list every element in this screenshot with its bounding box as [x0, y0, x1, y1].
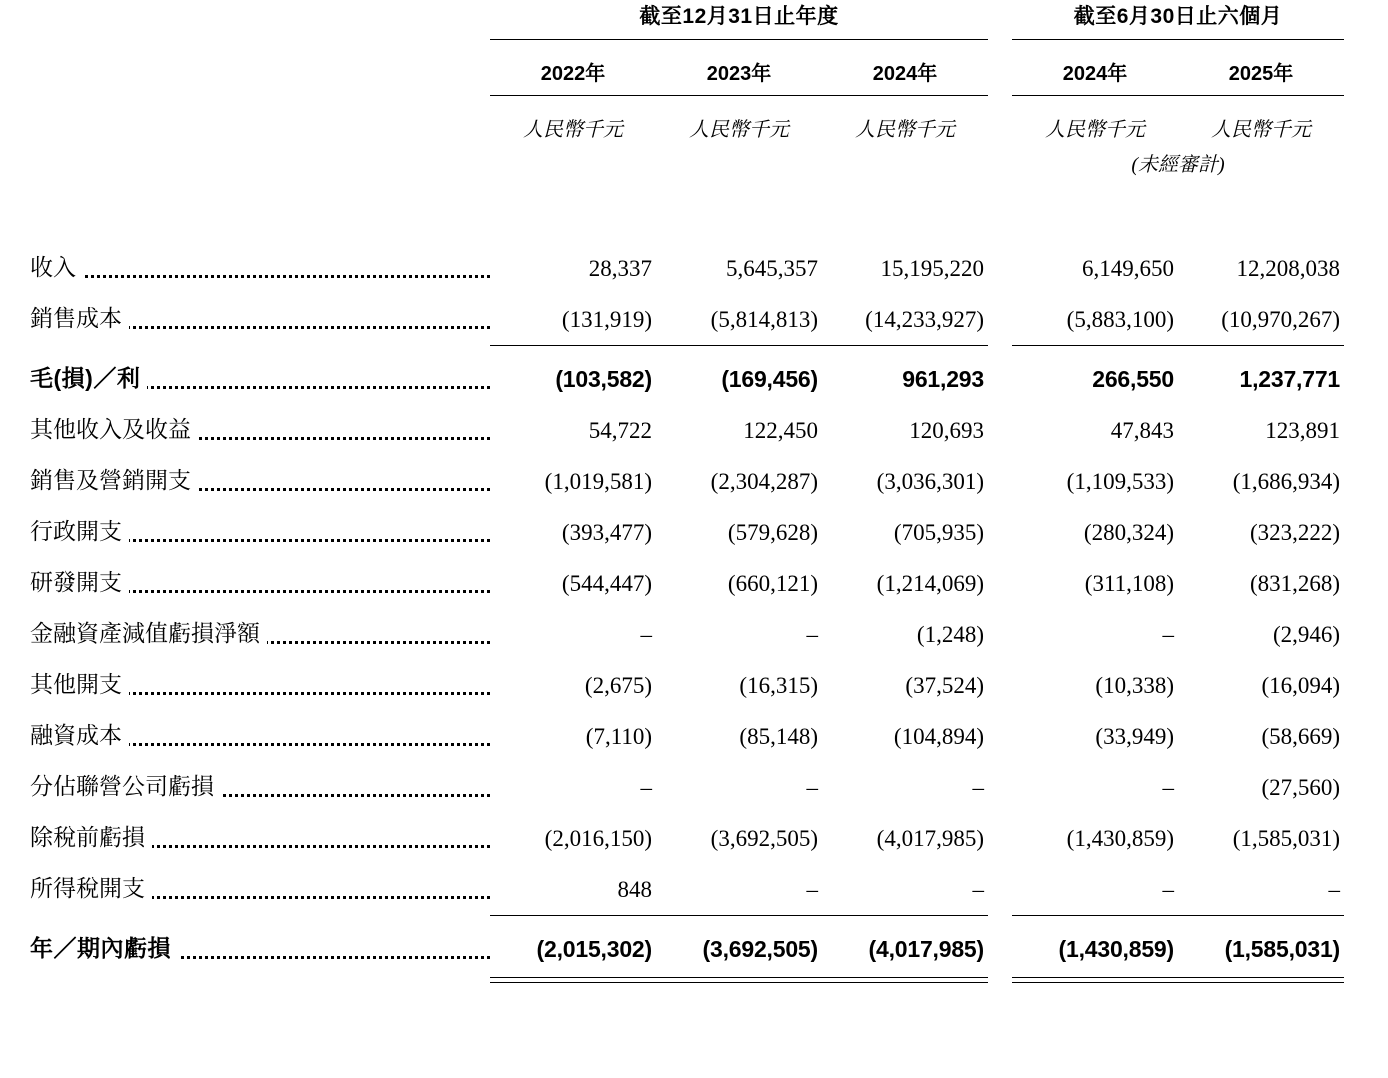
cell-rnd-1h2024: (311,108)	[1084, 571, 1174, 596]
dblrule-cell-3	[1012, 965, 1178, 983]
subrule-pad-spacer	[1344, 335, 1388, 346]
totalrule-cell-1	[656, 905, 822, 916]
cell-revenue-2024: 15,195,220	[880, 256, 984, 281]
cell-cost-of-sales-2022: (131,919)	[561, 307, 652, 332]
cell-impairment-2023: –	[806, 622, 818, 647]
unit-gap-spacer	[988, 96, 1012, 142]
dblrule-cell-1	[656, 965, 822, 983]
unit-label-spacer	[0, 96, 490, 142]
row-label-other-expenses: 其他開支	[0, 650, 490, 701]
row-label-administrative-expenses: 行政開支	[0, 497, 490, 548]
cell-other-expenses-1h2025: (16,094)	[1261, 673, 1341, 698]
row-gap-cell	[988, 650, 1012, 701]
year-label-spacer	[0, 40, 490, 95]
row-label-selling-marketing-expenses: 銷售及營銷開支	[0, 446, 490, 497]
cell-cost-of-sales-1h2025: (10,970,267)	[1221, 307, 1341, 332]
row-pad-cell	[1344, 497, 1388, 548]
cell-other-income-2023: 122,450	[743, 418, 818, 443]
cell-administrative-1h2025: (323,222)	[1249, 520, 1341, 545]
row-pad-cell	[1344, 284, 1388, 335]
cell-income-tax-1h2024: –	[1162, 877, 1174, 902]
cell-loss-before-tax-2022: (2,016,150)	[544, 826, 652, 851]
cell-loss-before-tax-2023: (3,692,505)	[710, 826, 818, 851]
cell-gross-profit-loss-1h2024: 266,550	[1092, 366, 1174, 392]
row-label-revenue: 收入	[0, 233, 490, 284]
cell-selling-marketing-1h2025: (1,686,934)	[1232, 469, 1341, 494]
dblrule-label-spacer	[0, 965, 490, 983]
dot-leader	[30, 275, 490, 278]
row-gap-cell	[988, 701, 1012, 752]
cell-gross-profit-loss-2024: 961,293	[902, 366, 984, 392]
row-gap-cell	[988, 803, 1012, 854]
table-row	[0, 346, 1388, 395]
row-label-income-tax-expense: 所得稅開支	[0, 854, 490, 905]
cell-impairment-1h2024: –	[1162, 622, 1174, 647]
row-pad-cell	[1344, 701, 1388, 752]
row-pad-cell	[1344, 854, 1388, 905]
cell-other-expenses-1h2024: (10,338)	[1095, 673, 1174, 698]
unaudited-spacer-2	[822, 142, 988, 177]
total-rule-row	[0, 905, 1388, 916]
cell-selling-marketing-2023: (2,304,287)	[710, 469, 818, 494]
unaudited-spacer-1	[656, 142, 822, 177]
column-unit-2: 人民幣千元	[855, 119, 955, 141]
cell-share-associates-1h2025: (27,560)	[1261, 775, 1341, 800]
cell-gross-profit-loss-2023: (169,456)	[721, 366, 818, 392]
table-row	[0, 854, 1388, 905]
subrule-cell-4	[1178, 335, 1344, 346]
dblrule-pad-spacer	[1344, 965, 1388, 983]
dblrule-cell-0	[490, 965, 656, 983]
row-gap-cell	[988, 916, 1012, 965]
cell-selling-marketing-2022: (1,019,581)	[544, 469, 652, 494]
unaudited-label-spacer	[0, 142, 490, 177]
row-gap-cell	[988, 233, 1012, 284]
unaudited-note: (未經審計)	[1131, 154, 1225, 176]
header-body-gap-row	[0, 177, 1388, 233]
cell-revenue-1h2024: 6,149,650	[1082, 256, 1174, 281]
row-pad-cell	[1344, 346, 1388, 395]
cell-other-income-1h2025: 123,891	[1265, 418, 1341, 443]
table-row	[0, 284, 1388, 335]
group-title-annual: 截至12月31日止年度	[639, 5, 839, 28]
table-row	[0, 701, 1388, 752]
row-pad-cell	[1344, 395, 1388, 446]
unaudited-pad-spacer	[1344, 142, 1388, 177]
subrule-cell-2	[822, 335, 988, 346]
cell-impairment-1h2025: (2,946)	[1272, 622, 1341, 647]
column-unit-4: 人民幣千元	[1211, 119, 1311, 141]
cell-finance-costs-2022: (7,110)	[585, 724, 652, 749]
year-pad-spacer	[1344, 40, 1388, 95]
cell-income-tax-2024: –	[972, 877, 984, 902]
cell-loss-before-tax-1h2025: (1,585,031)	[1232, 826, 1341, 851]
cell-impairment-2022: –	[640, 622, 652, 647]
subrule-gap-spacer	[988, 335, 1012, 346]
cell-rnd-2024: (1,214,069)	[876, 571, 984, 596]
table-row	[0, 752, 1388, 803]
cell-rnd-2022: (544,447)	[561, 571, 652, 596]
dblrule-gap-spacer	[988, 965, 1012, 983]
row-pad-cell	[1344, 599, 1388, 650]
cell-loss-before-tax-1h2024: (1,430,859)	[1066, 826, 1174, 851]
row-label-gross-profit-loss: 毛(損)／利	[0, 346, 490, 395]
header-corner-cell	[0, 0, 490, 39]
row-label-cost-of-sales: 銷售成本	[0, 284, 490, 335]
cell-administrative-1h2024: (280,324)	[1083, 520, 1174, 545]
header-group-title-row	[0, 0, 1388, 39]
double-rule	[656, 977, 822, 983]
unit-pad-spacer	[1344, 96, 1388, 142]
cell-loss-for-period-2023: (3,692,505)	[702, 936, 818, 962]
table-row	[0, 650, 1388, 701]
cell-finance-costs-2024: (104,894)	[893, 724, 984, 749]
column-header-year-3: 2024年	[1062, 63, 1128, 85]
cell-selling-marketing-1h2024: (1,109,533)	[1066, 469, 1174, 494]
closing-double-rule-row	[0, 965, 1388, 983]
cell-share-associates-2022: –	[640, 775, 652, 800]
cell-share-associates-2024: –	[972, 775, 984, 800]
row-label-share-of-associates-loss: 分佔聯營公司虧損	[0, 752, 490, 803]
row-gap-cell	[988, 497, 1012, 548]
row-pad-cell	[1344, 548, 1388, 599]
group-title-interim: 截至6月30日止六個月	[1073, 5, 1283, 28]
year-gap-spacer	[988, 40, 1012, 95]
column-header-year-2: 2024年	[872, 63, 938, 85]
row-label-impairment-financial-assets: 金融資產減值虧損淨額	[0, 599, 490, 650]
row-pad-cell	[1344, 446, 1388, 497]
table-row	[0, 803, 1388, 854]
subrule-label-spacer	[0, 335, 490, 346]
row-pad-cell	[1344, 650, 1388, 701]
cell-loss-for-period-2024: (4,017,985)	[868, 936, 984, 962]
header-pad-cell	[1344, 0, 1388, 39]
totalrule-pad-spacer	[1344, 905, 1388, 916]
cell-income-tax-2022: 848	[617, 877, 652, 902]
table-row	[0, 395, 1388, 446]
row-gap-cell	[988, 599, 1012, 650]
row-gap-cell	[988, 395, 1012, 446]
row-pad-cell	[1344, 233, 1388, 284]
row-gap-cell	[988, 548, 1012, 599]
row-gap-cell	[988, 284, 1012, 335]
double-rule	[1012, 977, 1178, 983]
totalrule-label-spacer	[0, 905, 490, 916]
cell-loss-for-period-1h2025: (1,585,031)	[1224, 936, 1341, 962]
table-row	[0, 548, 1388, 599]
table-row-total	[0, 916, 1388, 965]
cell-administrative-2022: (393,477)	[561, 520, 652, 545]
column-unit-0: 人民幣千元	[523, 119, 623, 141]
double-rule	[822, 977, 988, 983]
row-label-loss-for-year-period: 年／期內虧損	[0, 916, 490, 965]
totalrule-cell-4	[1178, 905, 1344, 916]
cell-rnd-1h2025: (831,268)	[1249, 571, 1341, 596]
header-gap-cell	[988, 0, 1012, 39]
cell-loss-for-period-2022: (2,015,302)	[536, 936, 652, 962]
row-gap-cell	[988, 854, 1012, 905]
subrule-cell-1	[656, 335, 822, 346]
totalrule-gap-spacer	[988, 905, 1012, 916]
cell-share-associates-2023: –	[806, 775, 818, 800]
column-header-year-0: 2022年	[540, 63, 606, 85]
cell-revenue-2022: 28,337	[588, 256, 652, 281]
cell-income-tax-2023: –	[806, 877, 818, 902]
row-label-finance-costs: 融資成本	[0, 701, 490, 752]
row-pad-cell	[1344, 803, 1388, 854]
row-pad-cell	[1344, 752, 1388, 803]
cell-gross-profit-loss-2022: (103,582)	[555, 366, 652, 392]
cell-cost-of-sales-2023: (5,814,813)	[710, 307, 818, 332]
double-rule	[490, 977, 656, 983]
cell-selling-marketing-2024: (3,036,301)	[876, 469, 984, 494]
column-unit-1: 人民幣千元	[689, 119, 789, 141]
header-year-row	[0, 40, 1388, 95]
cell-finance-costs-2023: (85,148)	[739, 724, 818, 749]
subrule-cell-3	[1012, 335, 1178, 346]
cell-other-income-1h2024: 47,843	[1110, 418, 1174, 443]
cell-revenue-1h2025: 12,208,038	[1236, 256, 1341, 281]
header-unit-row	[0, 96, 1388, 142]
row-gap-cell	[988, 446, 1012, 497]
table-row	[0, 233, 1388, 284]
column-unit-3: 人民幣千元	[1045, 119, 1145, 141]
cell-other-expenses-2024: (37,524)	[905, 673, 984, 698]
column-header-year-1: 2023年	[706, 63, 772, 85]
row-gap-cell	[988, 752, 1012, 803]
cell-loss-for-period-1h2024: (1,430,859)	[1058, 936, 1174, 962]
cell-other-income-2024: 120,693	[909, 418, 984, 443]
cell-rnd-2023: (660,121)	[727, 571, 818, 596]
dblrule-cell-4	[1178, 965, 1344, 983]
table-row	[0, 497, 1388, 548]
cell-cost-of-sales-2024: (14,233,927)	[865, 307, 984, 332]
subtotal-rule-row	[0, 335, 1388, 346]
unaudited-gap-spacer	[988, 142, 1012, 177]
cell-other-expenses-2023: (16,315)	[739, 673, 818, 698]
cell-finance-costs-1h2024: (33,949)	[1095, 724, 1174, 749]
row-gap-cell	[988, 346, 1012, 395]
double-rule	[1178, 977, 1344, 983]
dblrule-cell-2	[822, 965, 988, 983]
cell-administrative-2024: (705,935)	[893, 520, 984, 545]
cell-impairment-2024: (1,248)	[916, 622, 984, 647]
row-label-loss-before-tax: 除稅前虧損	[0, 803, 490, 854]
table-row	[0, 446, 1388, 497]
totalrule-cell-3	[1012, 905, 1178, 916]
row-label-research-development-expenses: 研發開支	[0, 548, 490, 599]
header-unaudited-row	[0, 142, 1388, 177]
totalrule-cell-2	[822, 905, 988, 916]
cell-loss-before-tax-2024: (4,017,985)	[876, 826, 984, 851]
cell-cost-of-sales-1h2024: (5,883,100)	[1066, 307, 1174, 332]
row-pad-cell	[1344, 916, 1388, 965]
table-row	[0, 599, 1388, 650]
header-body-gap	[0, 177, 1388, 233]
cell-share-associates-1h2024: –	[1162, 775, 1174, 800]
totalrule-cell-0	[490, 905, 656, 916]
column-header-year-4: 2025年	[1228, 63, 1294, 85]
cell-income-tax-1h2025: –	[1328, 877, 1341, 902]
subrule-cell-0	[490, 335, 656, 346]
unaudited-spacer-0	[490, 142, 656, 177]
cell-other-expenses-2022: (2,675)	[584, 673, 652, 698]
cell-administrative-2023: (579,628)	[727, 520, 818, 545]
cell-other-income-2022: 54,722	[588, 418, 652, 443]
cell-finance-costs-1h2025: (58,669)	[1261, 724, 1341, 749]
cell-gross-profit-loss-1h2025: 1,237,771	[1239, 366, 1341, 392]
row-label-other-income-gains: 其他收入及收益	[0, 395, 490, 446]
cell-revenue-2023: 5,645,357	[726, 256, 818, 281]
